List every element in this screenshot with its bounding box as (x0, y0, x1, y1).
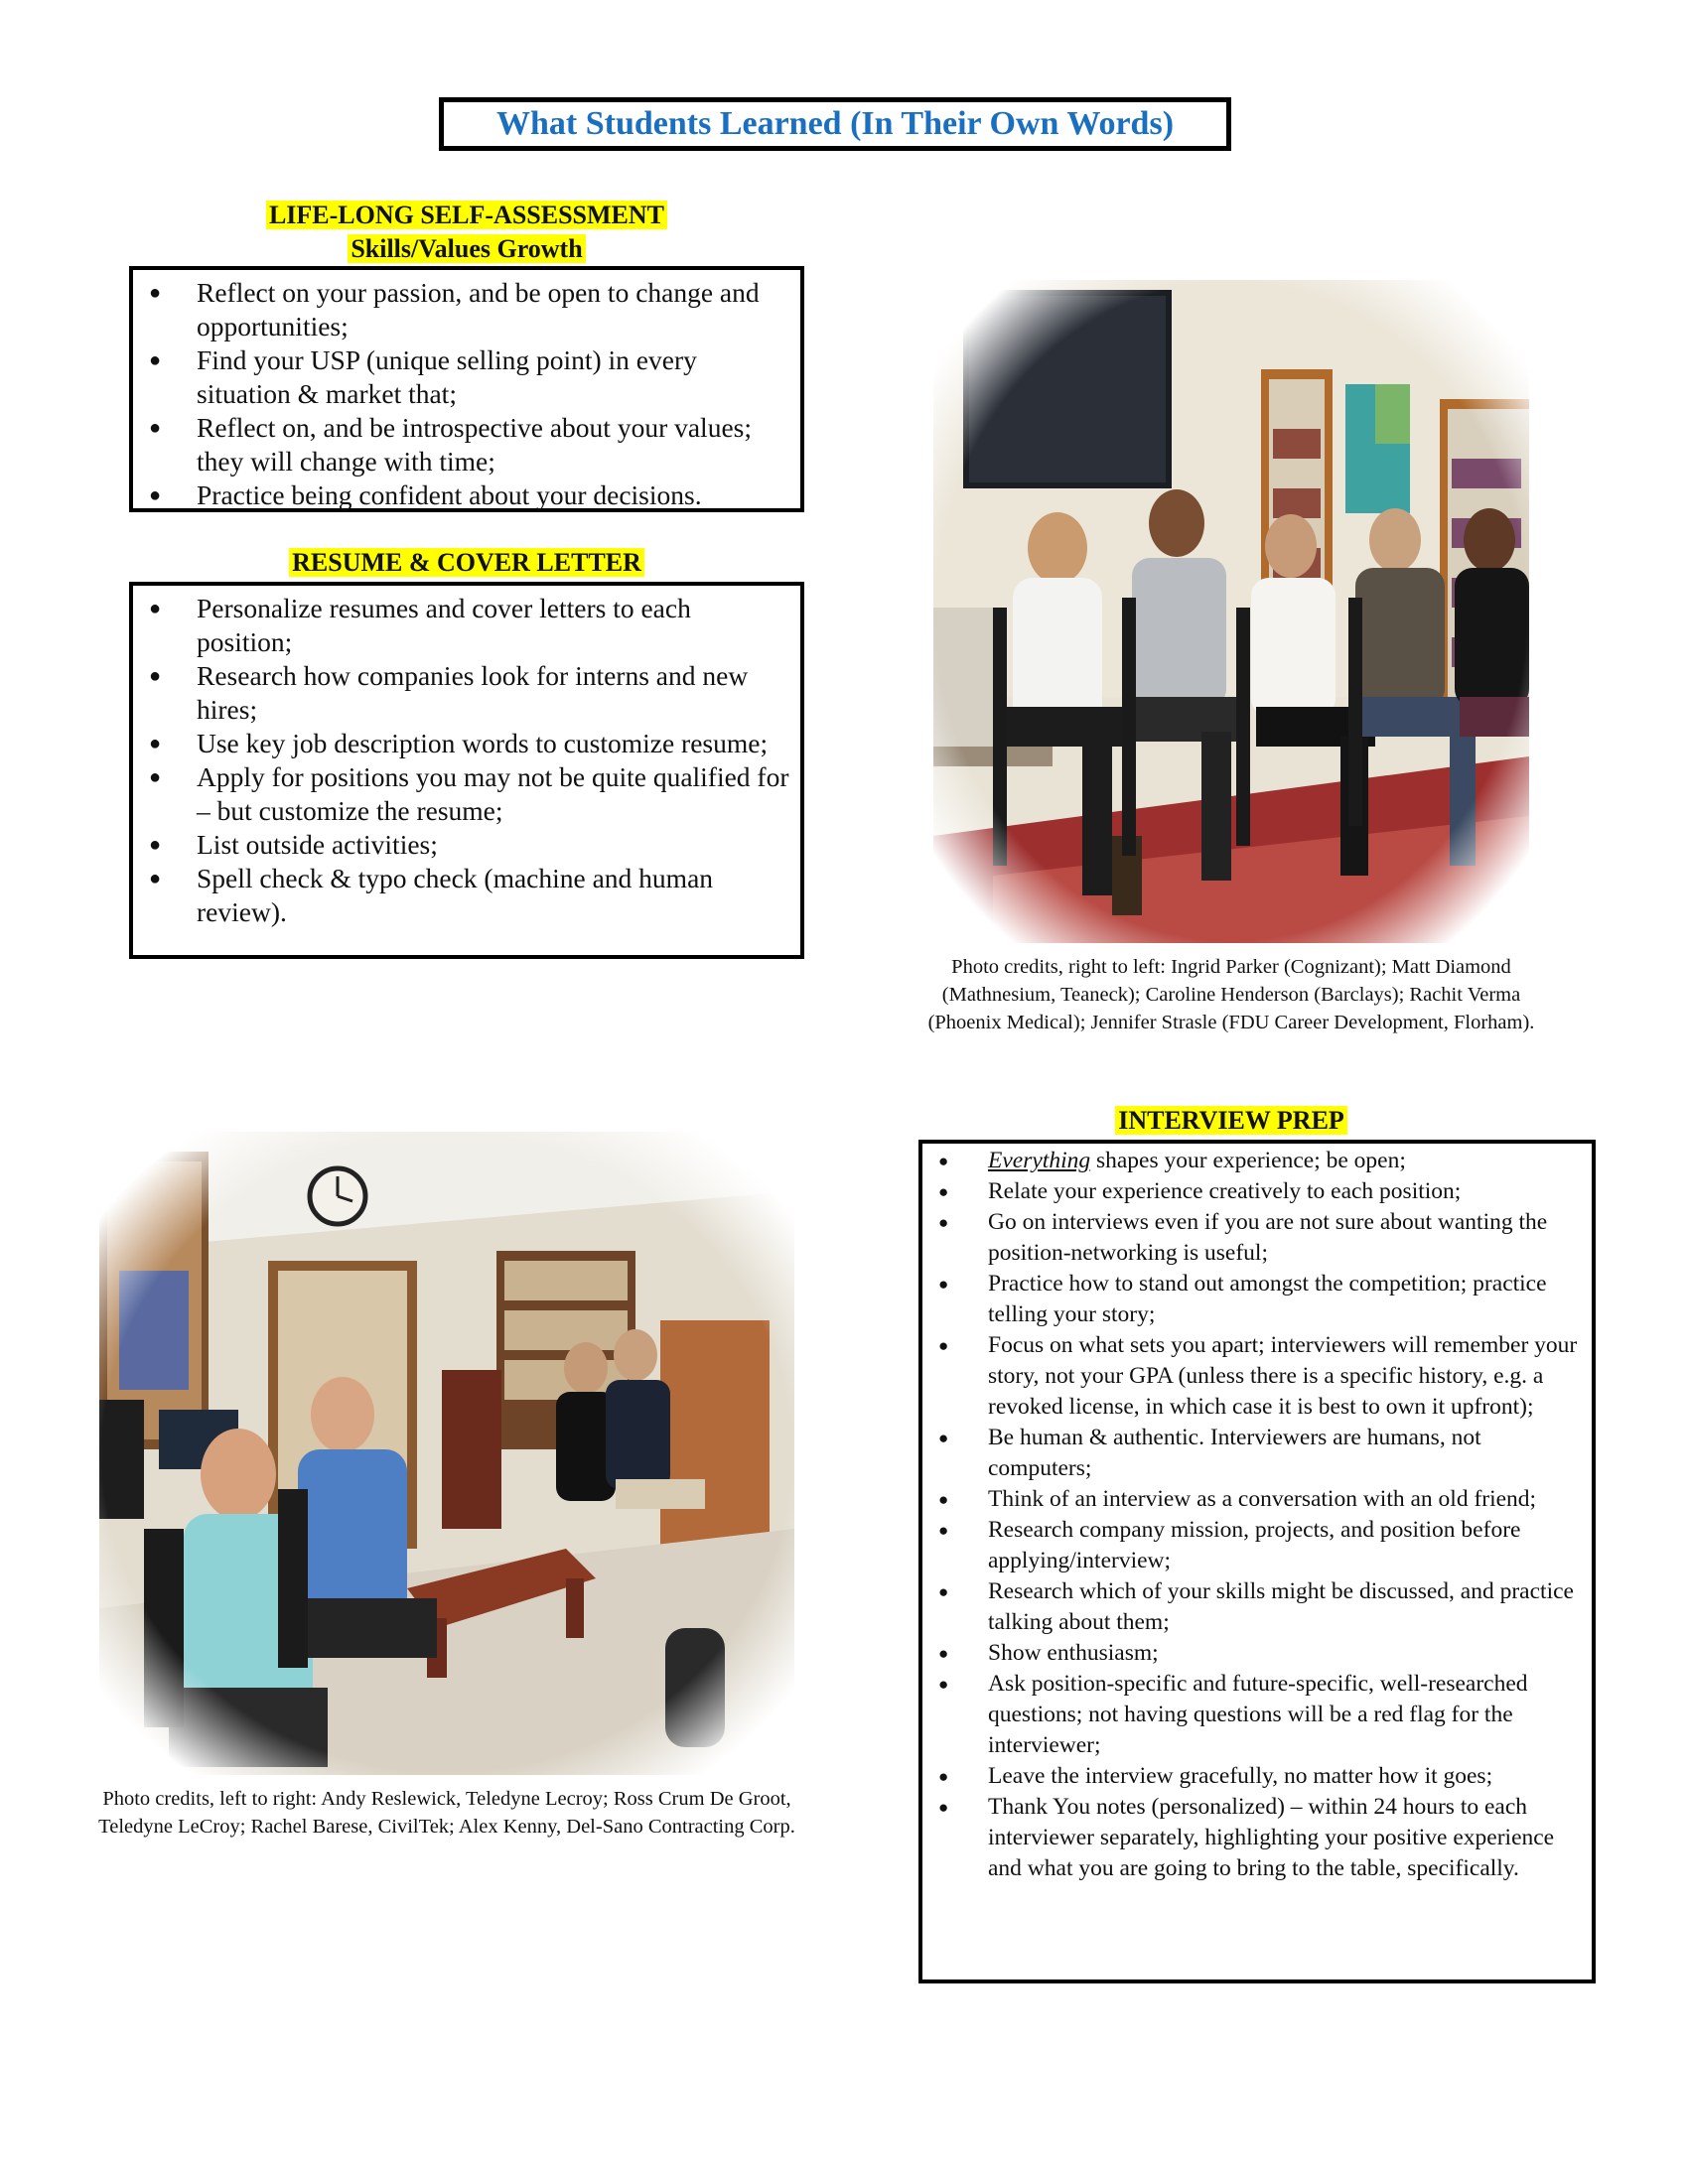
list-item: ● List outside activities; (149, 829, 438, 860)
list-item: ● Go on interviews even if you are not sure about wanting the position-networking is useful; (938, 1209, 1548, 1266)
list-item: ● Be human & authentic. Interviewers are humans, not computers; (938, 1425, 1481, 1481)
self-assessment-box (129, 266, 804, 512)
list-item: ● Reflect on, and be introspective about your values; they will change with time; (149, 412, 752, 477)
panel-photo-right (933, 280, 1529, 943)
list-item: ● Show enthusiasm; (938, 1640, 1159, 1666)
resume-list (133, 592, 790, 929)
self-assessment-heading (129, 199, 804, 266)
list-item: ● Think of an interview as a conversation with an old friend; (938, 1486, 1537, 1512)
page-title: What Students Learned (In Their Own Words) (439, 97, 1231, 151)
list-item: ● Apply for positions you may not be quite qualified for – but customize the resume; (149, 761, 789, 826)
list-item: ● Research which of your skills might be discussed, and practice talking about them; (938, 1578, 1574, 1635)
list-item: ● Spell check & typo check (machine and human review). (149, 863, 714, 927)
interview-box (918, 1140, 1596, 1983)
list-item: ● Relate your experience creatively to each position; (938, 1178, 1462, 1204)
resume-heading (129, 546, 804, 580)
self-assessment-title: LIFE-LONG SELF-ASSESSMENT (266, 201, 667, 229)
self-assessment-list (133, 276, 790, 512)
photo1-caption: Photo credits, right to left: Ingrid Parker (Cognizant); Matt Diamond (Mathnesium, Teaneck); Caroline Henderson (Barclays); Rachit Verma (Phoenix Medical); Jennifer Strasle (FDU Career Development, Florham). (927, 956, 1535, 1033)
list-item: ● Focus on what sets you apart; interviewers will remember your story, not your GPA (unless there is a specific history, e.g. a revoked license, in which case it is best to own it upfront); (938, 1332, 1578, 1420)
list-item: ● Practice being confident about your decisions. (149, 479, 702, 510)
list-item: ● Research how companies look for interns and new hires; (149, 660, 749, 725)
photo2-caption: Photo credits, left to right: Andy Reslewick, Teledyne Lecroy; Ross Crum De Groot, Teledyne LeCroy; Rachel Barese, CivilTek; Alex Kenny, Del-Sano Contracting Corp. (98, 1788, 795, 1838)
interview-list (922, 1146, 1584, 1884)
list-item: ● Use key job description words to customize resume; (149, 728, 769, 758)
list-item: ● Practice how to stand out amongst the competition; practice telling your story; (938, 1271, 1547, 1327)
list-item: ● Research company mission, projects, and position before applying/interview; (938, 1517, 1521, 1573)
self-assessment-subtitle: Skills/Values Growth (348, 234, 585, 263)
list-item: ● Reflect on your passion, and be open to change and opportunities; (149, 277, 760, 341)
interview-heading (918, 1104, 1544, 1138)
list-item: ● Leave the interview gracefully, no matter how it goes; (938, 1763, 1493, 1789)
interview-title: INTERVIEW PREP (1115, 1106, 1347, 1135)
list-item: ● Find your USP (unique selling point) in every situation & market that; (149, 344, 697, 409)
list-item: ● Everything shapes your experience; be open; (938, 1148, 1406, 1173)
resume-box (129, 582, 804, 959)
list-item: ● Thank You notes (personalized) – within 24 hours to each interviewer separately, highlighting your positive experience and what you are going to bring to the table, specifically. (938, 1794, 1555, 1881)
panel-photo-left (99, 1132, 794, 1775)
list-item: ● Personalize resumes and cover letters to each position; (149, 593, 691, 657)
list-item: ● Ask position-specific and future-specific, well-researched questions; not having questions will be a red flag for the interviewer; (938, 1671, 1528, 1758)
resume-title: RESUME & COVER LETTER (289, 548, 644, 577)
